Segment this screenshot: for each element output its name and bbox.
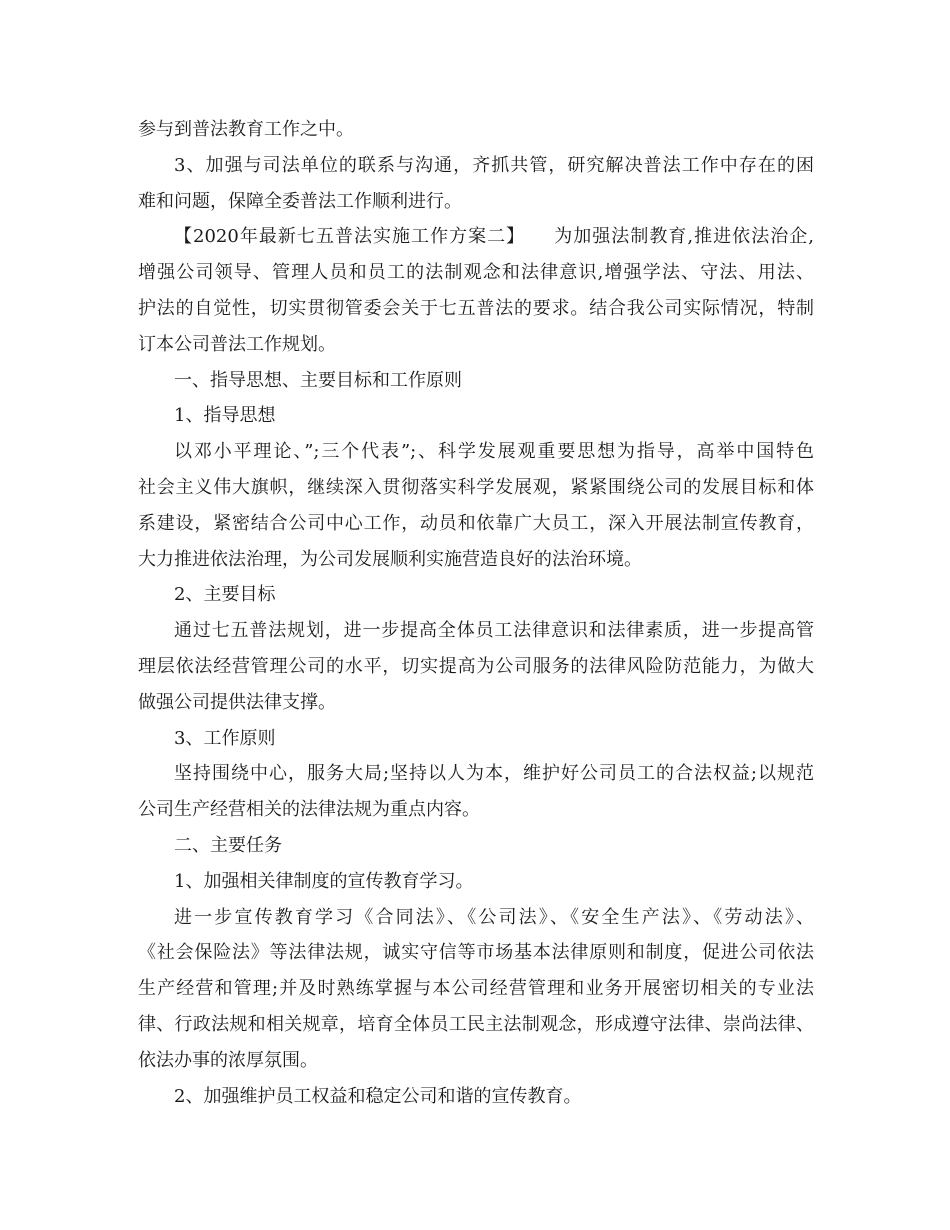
text-line: 二、主要任务 <box>174 834 282 856</box>
text-line: 3、工作原则 <box>174 727 276 749</box>
text-line: 1、指导思想 <box>174 405 276 427</box>
text-line: 增强公司领导、管理人员和员工的法制观念和法律意识,增强学法、守法、用法、 <box>138 262 814 284</box>
text-line: 3、加强与司法单位的联系与沟通，齐抓共管，研究解决普法工作中存在的困 <box>174 154 814 176</box>
text-line: 【2020年最新七五普法实施工作方案二】 为加强法制教育,推进依法治企, <box>174 226 814 248</box>
text-line: 大力推进依法治理，为公司发展顺利实施营造良好的法治环境。 <box>138 548 642 570</box>
text-line: 依法办事的浓厚氛围。 <box>138 1049 318 1071</box>
text-line: 2、主要目标 <box>174 584 276 606</box>
text-line: 律、行政法规和相关规章，培育全体员工民主法制观念，形成遵守法律、崇尚法律、 <box>138 1013 814 1035</box>
text-line: 难和问题，保障全委普法工作顺利进行。 <box>138 190 462 212</box>
text-line: 公司生产经营相关的法律法规为重点内容。 <box>138 799 480 821</box>
document-body <box>138 112 814 1114</box>
text-line: 理层依法经营管理公司的水平，切实提高为公司服务的法律风险防范能力，为做大 <box>138 655 814 677</box>
text-line: 《社会保险法》等法律法规，诚实守信等市场基本法律原则和制度，促进公司依法 <box>138 942 814 964</box>
text-line: 系建设，紧密结合公司中心工作，动员和依靠广大员工，深入开展法制宣传教育， <box>138 512 814 534</box>
text-line: 订本公司普法工作规划。 <box>138 333 336 355</box>
text-line: 通过七五普法规划，进一步提高全体员工法律意识和法律素质，进一步提高管 <box>174 620 814 642</box>
text-line: 社会主义伟大旗帜，继续深入贯彻落实科学发展观，紧紧围绕公司的发展目标和体 <box>138 476 814 498</box>
document-page <box>138 112 814 1114</box>
text-line: 2、加强维护员工权益和稳定公司和谐的宣传教育。 <box>174 1085 582 1107</box>
text-line: 做强公司提供法律支撑。 <box>138 691 336 713</box>
text-line: 护法的自觉性，切实贯彻管委会关于七五普法的要求。结合我公司实际情况，特制 <box>138 297 814 319</box>
text-line: 以邓小平理论、”;三个代表”;、科学发展观重要思想为指导，高举中国特色 <box>174 441 814 463</box>
text-line: 生产经营和管理;并及时熟练掌握与本公司经营管理和业务开展密切相关的专业法 <box>138 978 814 1000</box>
text-line: 进一步宣传教育学习《合同法》、《公司法》、《安全生产法》、《劳动法》、 <box>174 906 814 928</box>
text-line: 参与到普法教育工作之中。 <box>138 119 354 140</box>
text-line: 1、加强相关律制度的宣传教育学习。 <box>174 870 474 892</box>
text-line: 一、指导思想、主要目标和工作原则 <box>174 369 462 391</box>
text-line: 坚持围绕中心，服务大局;坚持以人为本，维护好公司员工的合法权益;以规范 <box>174 763 814 785</box>
